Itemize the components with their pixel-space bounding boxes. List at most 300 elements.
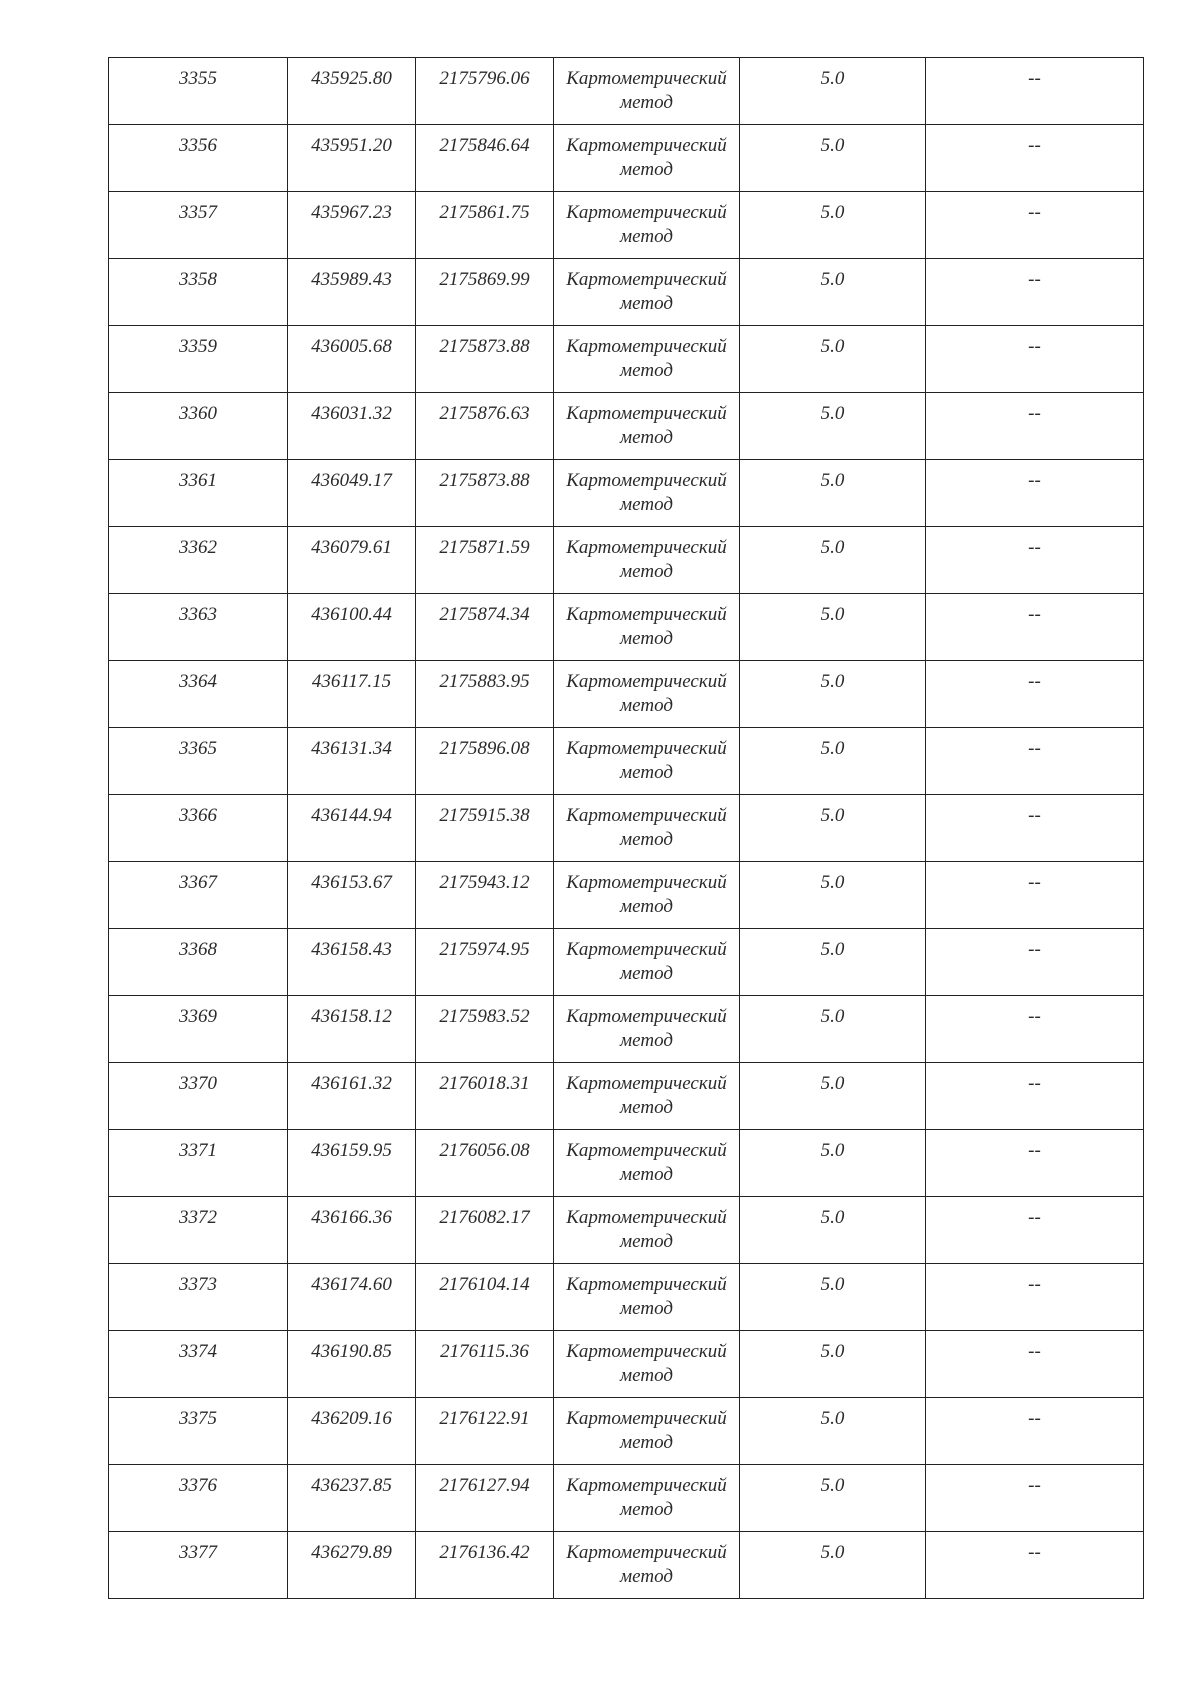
x-coordinate-cell: [288, 125, 416, 192]
y-coordinate-cell: [416, 259, 554, 326]
note-cell: [926, 862, 1144, 929]
table-row: [109, 527, 1144, 594]
accuracy-value: 5.0: [820, 738, 845, 759]
method-line-1: Картометрический: [566, 1408, 727, 1429]
accuracy-cell: [740, 58, 926, 125]
x-coordinate-cell: [288, 594, 416, 661]
accuracy-cell: [740, 460, 926, 527]
y-coordinate-value: 2175873.88: [439, 470, 530, 491]
accuracy-value: 5.0: [820, 1006, 845, 1027]
accuracy-value: 5.0: [820, 805, 845, 826]
point-number-value: 3364: [179, 671, 217, 692]
point-number-value: 3358: [179, 269, 217, 290]
note-value: --: [1028, 1006, 1041, 1027]
accuracy-cell: [740, 1264, 926, 1331]
accuracy-value: 5.0: [820, 604, 845, 625]
note-cell: [926, 1130, 1144, 1197]
method-cell: [554, 862, 740, 929]
y-coordinate-cell: [416, 1264, 554, 1331]
table-row: [109, 1465, 1144, 1532]
method-line-2: метод: [620, 829, 673, 850]
point-number-cell: [109, 929, 288, 996]
note-value: --: [1028, 537, 1041, 558]
accuracy-value: 5.0: [820, 872, 845, 893]
method-line-2: метод: [620, 92, 673, 113]
note-cell: [926, 661, 1144, 728]
y-coordinate-cell: [416, 795, 554, 862]
method-cell: [554, 1465, 740, 1532]
accuracy-cell: [740, 1130, 926, 1197]
note-value: --: [1028, 202, 1041, 223]
method-cell: [554, 326, 740, 393]
x-coordinate-value: 435967.23: [311, 202, 392, 223]
x-coordinate-cell: [288, 58, 416, 125]
method-line-2: метод: [620, 896, 673, 917]
x-coordinate-value: 436279.89: [311, 1542, 392, 1563]
y-coordinate-cell: [416, 125, 554, 192]
accuracy-value: 5.0: [820, 1073, 845, 1094]
x-coordinate-value: 436100.44: [311, 604, 392, 625]
method-cell: [554, 795, 740, 862]
x-coordinate-value: 436209.16: [311, 1408, 392, 1429]
method-cell: [554, 1130, 740, 1197]
table-row: [109, 1532, 1144, 1599]
table-row: [109, 728, 1144, 795]
x-coordinate-value: 436079.61: [311, 537, 392, 558]
note-cell: [926, 1063, 1144, 1130]
table-row: [109, 795, 1144, 862]
point-number-cell: [109, 393, 288, 460]
method-line-1: Картометрический: [566, 872, 727, 893]
table-row: [109, 393, 1144, 460]
point-number-value: 3355: [179, 68, 217, 89]
method-cell: [554, 1331, 740, 1398]
table-row: [109, 192, 1144, 259]
point-number-cell: [109, 125, 288, 192]
point-number-value: 3363: [179, 604, 217, 625]
y-coordinate-value: 2176018.31: [439, 1073, 530, 1094]
table-row: [109, 1398, 1144, 1465]
table-row: [109, 125, 1144, 192]
x-coordinate-value: 436005.68: [311, 336, 392, 357]
table-row: [109, 58, 1144, 125]
accuracy-cell: [740, 192, 926, 259]
y-coordinate-cell: [416, 661, 554, 728]
method-line-2: метод: [620, 159, 673, 180]
point-number-cell: [109, 460, 288, 527]
note-cell: [926, 1264, 1144, 1331]
table-row: [109, 259, 1144, 326]
method-line-2: метод: [620, 1164, 673, 1185]
x-coordinate-cell: [288, 460, 416, 527]
x-coordinate-value: 436131.34: [311, 738, 392, 759]
y-coordinate-value: 2175983.52: [439, 1006, 530, 1027]
point-number-value: 3368: [179, 939, 217, 960]
y-coordinate-cell: [416, 192, 554, 259]
y-coordinate-value: 2175876.63: [439, 403, 530, 424]
method-cell: [554, 929, 740, 996]
note-cell: [926, 58, 1144, 125]
note-cell: [926, 1465, 1144, 1532]
note-cell: [926, 929, 1144, 996]
accuracy-cell: [740, 326, 926, 393]
method-cell: [554, 1398, 740, 1465]
point-number-value: 3359: [179, 336, 217, 357]
method-line-2: метод: [620, 293, 673, 314]
point-number-value: 3366: [179, 805, 217, 826]
note-value: --: [1028, 872, 1041, 893]
method-cell: [554, 125, 740, 192]
method-line-2: метод: [620, 427, 673, 448]
method-line-1: Картометрический: [566, 68, 727, 89]
y-coordinate-cell: [416, 1398, 554, 1465]
x-coordinate-cell: [288, 326, 416, 393]
method-line-1: Картометрический: [566, 738, 727, 759]
y-coordinate-value: 2175943.12: [439, 872, 530, 893]
note-value: --: [1028, 1140, 1041, 1161]
table-row: [109, 661, 1144, 728]
accuracy-cell: [740, 1063, 926, 1130]
point-number-value: 3367: [179, 872, 217, 893]
y-coordinate-cell: [416, 1532, 554, 1599]
x-coordinate-value: 436174.60: [311, 1274, 392, 1295]
x-coordinate-cell: [288, 862, 416, 929]
method-line-2: метод: [620, 1097, 673, 1118]
point-number-cell: [109, 1130, 288, 1197]
y-coordinate-value: 2175896.08: [439, 738, 530, 759]
method-line-2: метод: [620, 695, 673, 716]
method-line-1: Картометрический: [566, 671, 727, 692]
y-coordinate-value: 2176056.08: [439, 1140, 530, 1161]
point-number-cell: [109, 1197, 288, 1264]
x-coordinate-value: 435951.20: [311, 135, 392, 156]
point-number-value: 3370: [179, 1073, 217, 1094]
note-value: --: [1028, 336, 1041, 357]
note-value: --: [1028, 738, 1041, 759]
point-number-value: 3362: [179, 537, 217, 558]
method-line-1: Картометрический: [566, 604, 727, 625]
note-value: --: [1028, 269, 1041, 290]
x-coordinate-cell: [288, 795, 416, 862]
accuracy-cell: [740, 1331, 926, 1398]
accuracy-cell: [740, 862, 926, 929]
method-cell: [554, 1532, 740, 1599]
method-cell: [554, 259, 740, 326]
y-coordinate-value: 2176136.42: [439, 1542, 530, 1563]
method-line-2: метод: [620, 1030, 673, 1051]
y-coordinate-cell: [416, 728, 554, 795]
x-coordinate-cell: [288, 1063, 416, 1130]
method-line-1: Картометрический: [566, 269, 727, 290]
x-coordinate-cell: [288, 1331, 416, 1398]
y-coordinate-value: 2175869.99: [439, 269, 530, 290]
method-cell: [554, 393, 740, 460]
note-cell: [926, 393, 1144, 460]
table-row: [109, 1130, 1144, 1197]
method-line-1: Картометрический: [566, 336, 727, 357]
method-cell: [554, 728, 740, 795]
x-coordinate-cell: [288, 996, 416, 1063]
point-number-value: 3365: [179, 738, 217, 759]
y-coordinate-cell: [416, 527, 554, 594]
method-line-1: Картометрический: [566, 202, 727, 223]
x-coordinate-value: 436031.32: [311, 403, 392, 424]
method-line-2: метод: [620, 628, 673, 649]
y-coordinate-value: 2175974.95: [439, 939, 530, 960]
table-row: [109, 1063, 1144, 1130]
x-coordinate-value: 436144.94: [311, 805, 392, 826]
note-value: --: [1028, 805, 1041, 826]
y-coordinate-value: 2175873.88: [439, 336, 530, 357]
x-coordinate-value: 436159.95: [311, 1140, 392, 1161]
method-line-2: метод: [620, 762, 673, 783]
accuracy-cell: [740, 594, 926, 661]
point-number-cell: [109, 326, 288, 393]
note-value: --: [1028, 671, 1041, 692]
x-coordinate-value: 436158.12: [311, 1006, 392, 1027]
table-row: [109, 326, 1144, 393]
method-cell: [554, 58, 740, 125]
point-number-value: 3373: [179, 1274, 217, 1295]
method-line-1: Картометрический: [566, 805, 727, 826]
y-coordinate-value: 2175883.95: [439, 671, 530, 692]
note-cell: [926, 326, 1144, 393]
note-cell: [926, 996, 1144, 1063]
x-coordinate-cell: [288, 1465, 416, 1532]
y-coordinate-cell: [416, 1130, 554, 1197]
x-coordinate-value: 436153.67: [311, 872, 392, 893]
method-line-2: метод: [620, 561, 673, 582]
table-row: [109, 1197, 1144, 1264]
note-value: --: [1028, 403, 1041, 424]
accuracy-cell: [740, 1532, 926, 1599]
method-cell: [554, 460, 740, 527]
method-line-2: метод: [620, 1432, 673, 1453]
point-number-cell: [109, 1264, 288, 1331]
table-row: [109, 460, 1144, 527]
x-coordinate-cell: [288, 393, 416, 460]
point-number-value: 3369: [179, 1006, 217, 1027]
accuracy-value: 5.0: [820, 202, 845, 223]
x-coordinate-cell: [288, 661, 416, 728]
note-value: --: [1028, 1274, 1041, 1295]
y-coordinate-cell: [416, 393, 554, 460]
x-coordinate-cell: [288, 929, 416, 996]
note-cell: [926, 1532, 1144, 1599]
accuracy-cell: [740, 661, 926, 728]
point-number-value: 3374: [179, 1341, 217, 1362]
method-line-1: Картометрический: [566, 1274, 727, 1295]
x-coordinate-value: 436161.32: [311, 1073, 392, 1094]
note-cell: [926, 192, 1144, 259]
accuracy-value: 5.0: [820, 1140, 845, 1161]
method-line-1: Картометрический: [566, 1006, 727, 1027]
y-coordinate-value: 2176127.94: [439, 1475, 530, 1496]
x-coordinate-value: 435925.80: [311, 68, 392, 89]
accuracy-cell: [740, 1398, 926, 1465]
point-number-cell: [109, 1331, 288, 1398]
y-coordinate-value: 2175796.06: [439, 68, 530, 89]
point-number-cell: [109, 1063, 288, 1130]
method-line-2: метод: [620, 226, 673, 247]
x-coordinate-value: 435989.43: [311, 269, 392, 290]
point-number-value: 3361: [179, 470, 217, 491]
accuracy-cell: [740, 125, 926, 192]
method-line-1: Картометрический: [566, 135, 727, 156]
y-coordinate-cell: [416, 1331, 554, 1398]
accuracy-value: 5.0: [820, 470, 845, 491]
accuracy-cell: [740, 259, 926, 326]
y-coordinate-value: 2176115.36: [440, 1341, 529, 1362]
note-value: --: [1028, 470, 1041, 491]
x-coordinate-value: 436117.15: [311, 671, 392, 692]
point-number-value: 3371: [179, 1140, 217, 1161]
accuracy-value: 5.0: [820, 135, 845, 156]
y-coordinate-value: 2175846.64: [439, 135, 530, 156]
point-number-value: 3377: [179, 1542, 217, 1563]
point-number-value: 3375: [179, 1408, 217, 1429]
y-coordinate-cell: [416, 594, 554, 661]
note-cell: [926, 259, 1144, 326]
note-value: --: [1028, 1341, 1041, 1362]
coordinates-table: [108, 57, 1144, 1599]
y-coordinate-value: 2176082.17: [439, 1207, 530, 1228]
x-coordinate-value: 436237.85: [311, 1475, 392, 1496]
accuracy-value: 5.0: [820, 68, 845, 89]
accuracy-value: 5.0: [820, 1542, 845, 1563]
point-number-cell: [109, 1465, 288, 1532]
note-cell: [926, 1398, 1144, 1465]
table-row: [109, 929, 1144, 996]
x-coordinate-cell: [288, 1264, 416, 1331]
method-line-1: Картометрический: [566, 1207, 727, 1228]
point-number-cell: [109, 1398, 288, 1465]
table-row: [109, 996, 1144, 1063]
y-coordinate-cell: [416, 1063, 554, 1130]
point-number-cell: [109, 192, 288, 259]
x-coordinate-cell: [288, 1532, 416, 1599]
point-number-value: 3376: [179, 1475, 217, 1496]
method-line-1: Картометрический: [566, 1140, 727, 1161]
point-number-cell: [109, 862, 288, 929]
x-coordinate-cell: [288, 1398, 416, 1465]
point-number-cell: [109, 1532, 288, 1599]
accuracy-cell: [740, 795, 926, 862]
accuracy-cell: [740, 393, 926, 460]
y-coordinate-cell: [416, 929, 554, 996]
method-line-1: Картометрический: [566, 403, 727, 424]
method-cell: [554, 661, 740, 728]
y-coordinate-value: 2175915.38: [439, 805, 530, 826]
point-number-value: 3356: [179, 135, 217, 156]
note-value: --: [1028, 1475, 1041, 1496]
note-cell: [926, 594, 1144, 661]
y-coordinate-value: 2176122.91: [439, 1408, 530, 1429]
method-line-2: метод: [620, 1499, 673, 1520]
method-line-1: Картометрический: [566, 1475, 727, 1496]
note-value: --: [1028, 1408, 1041, 1429]
point-number-cell: [109, 996, 288, 1063]
accuracy-cell: [740, 1465, 926, 1532]
accuracy-value: 5.0: [820, 403, 845, 424]
method-line-2: метод: [620, 1231, 673, 1252]
y-coordinate-cell: [416, 1197, 554, 1264]
x-coordinate-cell: [288, 259, 416, 326]
accuracy-cell: [740, 996, 926, 1063]
accuracy-cell: [740, 929, 926, 996]
method-line-2: метод: [620, 1566, 673, 1587]
note-value: --: [1028, 604, 1041, 625]
x-coordinate-value: 436190.85: [311, 1341, 392, 1362]
accuracy-cell: [740, 527, 926, 594]
note-cell: [926, 125, 1144, 192]
accuracy-value: 5.0: [820, 336, 845, 357]
y-coordinate-cell: [416, 996, 554, 1063]
note-value: --: [1028, 1542, 1041, 1563]
method-cell: [554, 1197, 740, 1264]
x-coordinate-value: 436166.36: [311, 1207, 392, 1228]
point-number-value: 3357: [179, 202, 217, 223]
method-line-1: Картометрический: [566, 1542, 727, 1563]
y-coordinate-value: 2175874.34: [439, 604, 530, 625]
y-coordinate-value: 2175871.59: [439, 537, 530, 558]
x-coordinate-value: 436158.43: [311, 939, 392, 960]
accuracy-value: 5.0: [820, 537, 845, 558]
method-line-2: метод: [620, 360, 673, 381]
table-row: [109, 1264, 1144, 1331]
x-coordinate-value: 436049.17: [311, 470, 392, 491]
accuracy-cell: [740, 728, 926, 795]
method-line-1: Картометрический: [566, 470, 727, 491]
method-line-2: метод: [620, 1365, 673, 1386]
y-coordinate-value: 2176104.14: [439, 1274, 530, 1295]
x-coordinate-cell: [288, 728, 416, 795]
accuracy-value: 5.0: [820, 1475, 845, 1496]
method-cell: [554, 594, 740, 661]
accuracy-cell: [740, 1197, 926, 1264]
note-value: --: [1028, 1073, 1041, 1094]
point-number-value: 3360: [179, 403, 217, 424]
y-coordinate-cell: [416, 326, 554, 393]
y-coordinate-value: 2175861.75: [439, 202, 530, 223]
accuracy-value: 5.0: [820, 1274, 845, 1295]
accuracy-value: 5.0: [820, 671, 845, 692]
method-line-1: Картометрический: [566, 537, 727, 558]
note-value: --: [1028, 1207, 1041, 1228]
note-cell: [926, 728, 1144, 795]
method-line-2: метод: [620, 494, 673, 515]
accuracy-value: 5.0: [820, 1408, 845, 1429]
coordinates-table-body: [109, 58, 1144, 1599]
note-cell: [926, 1331, 1144, 1398]
point-number-cell: [109, 259, 288, 326]
x-coordinate-cell: [288, 1197, 416, 1264]
x-coordinate-cell: [288, 527, 416, 594]
note-cell: [926, 1197, 1144, 1264]
y-coordinate-cell: [416, 862, 554, 929]
method-line-2: метод: [620, 1298, 673, 1319]
y-coordinate-cell: [416, 460, 554, 527]
note-cell: [926, 795, 1144, 862]
note-value: --: [1028, 68, 1041, 89]
method-line-1: Картометрический: [566, 939, 727, 960]
point-number-value: 3372: [179, 1207, 217, 1228]
note-value: --: [1028, 939, 1041, 960]
note-cell: [926, 527, 1144, 594]
accuracy-value: 5.0: [820, 269, 845, 290]
accuracy-value: 5.0: [820, 1207, 845, 1228]
method-line-1: Картометрический: [566, 1073, 727, 1094]
